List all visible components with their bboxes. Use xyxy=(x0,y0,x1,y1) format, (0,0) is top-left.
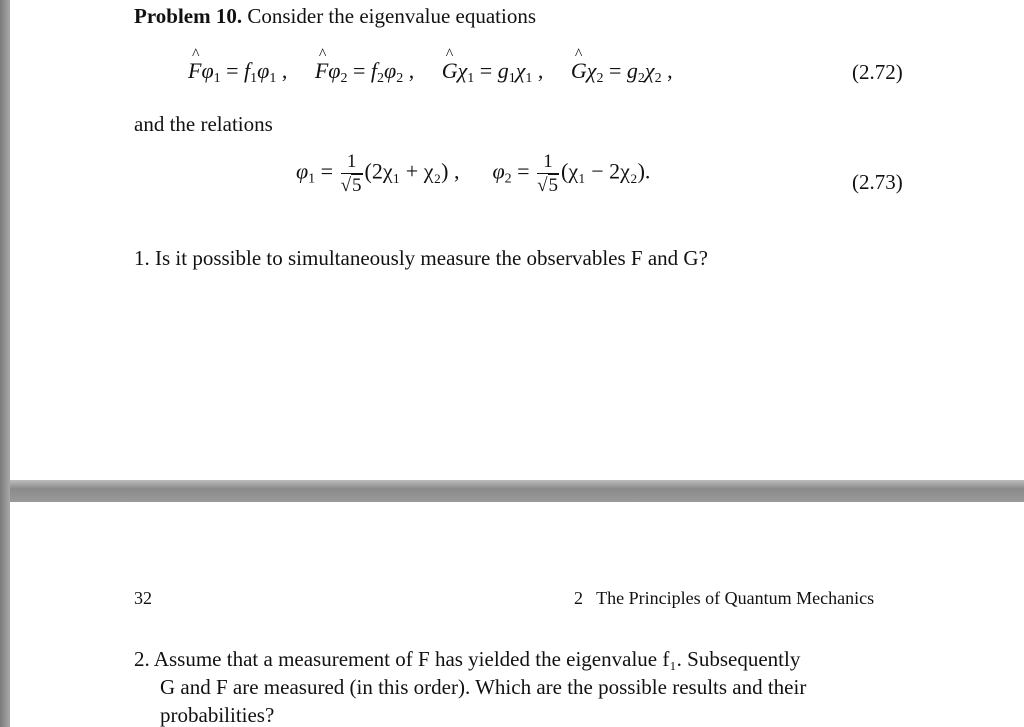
phi-symbol: φ xyxy=(328,58,341,83)
page-bottom xyxy=(10,502,1024,727)
running-header: 2 The Principles of Quantum Mechanics xyxy=(574,588,875,608)
subscript: 2 xyxy=(340,71,348,86)
phi-symbol: φ xyxy=(384,58,397,83)
g-operator: ^ G xyxy=(442,60,458,82)
problem-intro: Consider the eigenvalue equations xyxy=(247,4,537,28)
page-top xyxy=(10,0,1024,480)
chi-symbol: χ xyxy=(457,58,468,83)
subscript: 2 xyxy=(637,71,645,86)
equation-number-2-73: (2.73) xyxy=(852,170,903,194)
subscript: 1 xyxy=(508,71,516,86)
phi-symbol: φ xyxy=(201,58,214,83)
equation-2-73: $\varphi_1$ = $\frac{1}{√5}$ (2χ₁ + χ₂) , $\varphi_2$ = $\frac{1}{√5}$ (χ₁ − 2χ₂). xyxy=(296,151,651,196)
subscript: 1 xyxy=(269,71,277,86)
phi1-rhs: (2χ₁ + χ₂) , xyxy=(364,158,460,184)
fraction-numerator: 1 xyxy=(537,152,559,174)
question-2-line-1: 2. Assume that a measurement of F has yielded the eigenvalue f₁. Subsequently xyxy=(134,647,801,671)
chi-symbol: χ xyxy=(515,58,526,83)
question-2-line-3: probabilities? xyxy=(160,703,275,727)
subscript: 2 xyxy=(396,71,404,86)
fraction-denominator: √5 xyxy=(340,175,362,196)
phi2-rhs: (χ₁ − 2χ₂). xyxy=(561,158,651,184)
fraction xyxy=(537,152,559,195)
chi-symbol: χ xyxy=(644,58,655,83)
fraction-denominator: √5 xyxy=(537,175,558,196)
subscript: 1 xyxy=(308,171,316,187)
question-2-line-2: G and F are measured (in this order). Which are the possible results and their xyxy=(160,675,807,699)
equation-2-72: ^ $F\varphi_1 = f_1\varphi_1$ , ^ $F\varphi_2 = f_2\varphi_2$ , ^ $G\chi_1 = g_1\chi_1$ , ^ $G\chi_2 = g_2\chi_2$ , xyxy=(188,60,673,82)
fraction-numerator: 1 xyxy=(341,152,363,174)
subscript: 2 xyxy=(504,171,512,187)
problem-heading xyxy=(134,6,536,27)
g1-symbol: g xyxy=(497,58,509,83)
f1-symbol: f xyxy=(244,58,251,83)
phi-symbol: φ xyxy=(296,158,309,184)
subscript: 2 xyxy=(377,71,385,86)
question-1: 1. Is it possible to simultaneously measure the observables F and G? xyxy=(134,246,708,270)
g2-symbol: g xyxy=(626,58,638,83)
problem-label: Problem 10. xyxy=(134,4,243,28)
f-operator: ^ F xyxy=(188,60,201,82)
f-operator: ^ F xyxy=(315,60,328,82)
page-gap xyxy=(10,480,1024,502)
chi-symbol: χ xyxy=(586,58,597,83)
subscript: 2 xyxy=(654,71,662,86)
subscript: 1 xyxy=(213,71,221,86)
f2-symbol: f xyxy=(370,58,378,83)
phi-symbol: φ xyxy=(257,58,270,83)
page-number: 32 xyxy=(134,588,152,608)
subscript: 1 xyxy=(250,71,258,86)
phi-symbol: φ xyxy=(492,158,505,184)
subscript: 2 xyxy=(596,71,604,86)
subscript: 1 xyxy=(525,71,533,86)
relations-text: and the relations xyxy=(134,112,273,136)
g-operator: ^ G xyxy=(571,60,587,82)
radicand: 5 xyxy=(352,175,362,196)
fraction xyxy=(341,152,363,195)
radicand: 5 xyxy=(548,175,558,196)
viewer-left-edge xyxy=(0,0,10,727)
subscript: 1 xyxy=(467,71,475,86)
equation-number-2-72: (2.72) xyxy=(852,60,903,84)
